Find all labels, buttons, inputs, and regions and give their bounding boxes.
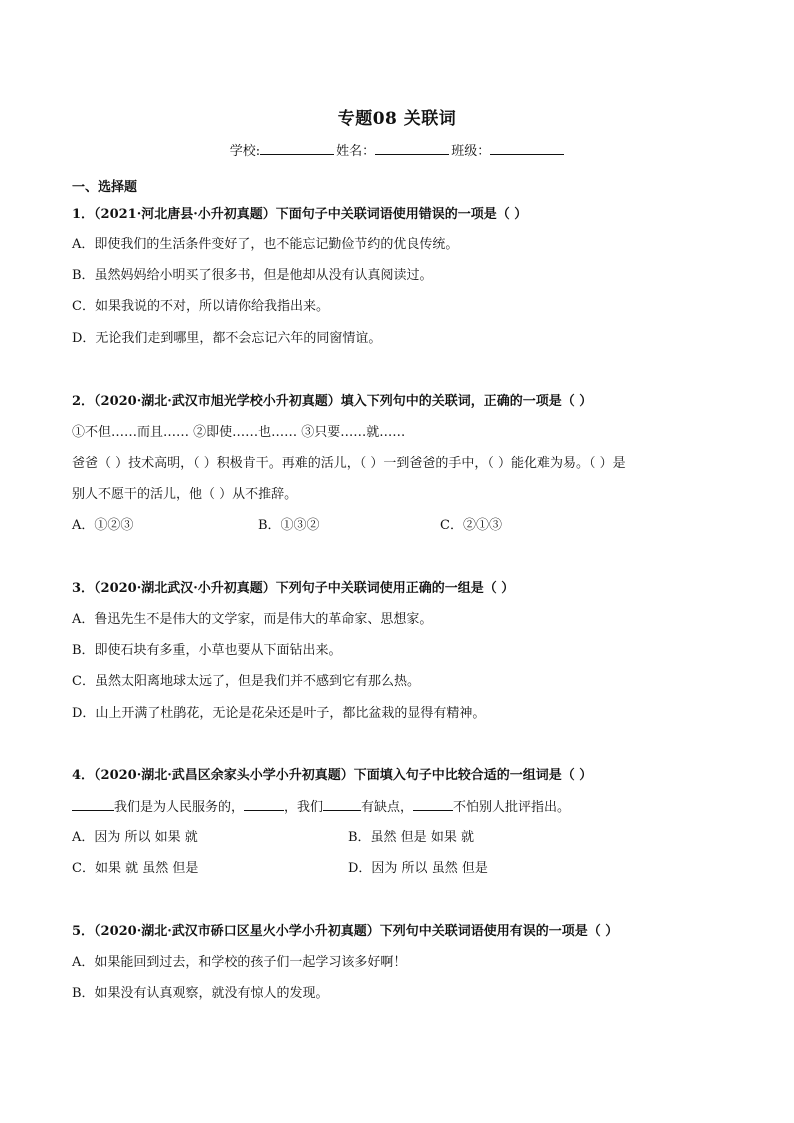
- question-4-text-4: 不怕别人批评指出。: [453, 800, 571, 815]
- question-3-option-b[interactable]: B．即使石块有多重，小草也要从下面钻出来。: [72, 643, 342, 658]
- class-label: 班级：: [451, 144, 491, 159]
- question-5-option-b[interactable]: B．如果没有认真观察，就没有惊人的发现。: [72, 986, 329, 1001]
- question-1-option-a[interactable]: A．即使我们的生活条件变好了，也不能忘记勤俭节约的优良传统。: [72, 237, 459, 252]
- name-label: 姓名：: [336, 144, 376, 159]
- question-4-text-3: 有缺点，: [361, 800, 414, 815]
- name-blank[interactable]: [375, 142, 449, 155]
- question-4-blank-4[interactable]: [413, 798, 453, 811]
- student-info-row: [0, 140, 794, 159]
- question-4-text-2: ，我们: [284, 800, 324, 815]
- question-1-option-d[interactable]: D．无论我们走到哪里，都不会忘记六年的同窗情谊。: [72, 331, 382, 346]
- question-2-passage-line-2: 别人不愿干的活儿，他（ ）从不推辞。: [72, 487, 298, 502]
- class-blank[interactable]: [490, 142, 564, 155]
- question-4-blank-1[interactable]: [72, 798, 114, 811]
- question-4-sentence: [72, 798, 570, 817]
- question-5-option-a[interactable]: A．如果能回到过去，和学校的孩子们一起学习该多好啊！: [72, 955, 407, 970]
- question-3-option-d[interactable]: D．山上开满了杜鹃花，无论是花朵还是叶子，都比盆栽的显得有精神。: [72, 706, 486, 721]
- question-4-option-b[interactable]: B．虽然 但是 如果 就: [348, 830, 474, 845]
- question-1-option-b[interactable]: B．虽然妈妈给小明买了很多书，但是他却从没有认真阅读过。: [72, 268, 433, 283]
- question-4-option-c[interactable]: C．如果 就 虽然 但是: [72, 861, 199, 876]
- question-2-passage-line-1: 爸爸（ ）技术高明，（ ）积极肯干。再难的活儿，（ ）一到爸爸的手中，（ ）能化难为易。（ ）是: [72, 456, 626, 471]
- question-5-stem: 5．（2020·湖北·武汉市硚口区星火小学小升初真题）下列句中关联词语使用有误的一项是（ ）: [72, 924, 619, 939]
- question-4-option-d[interactable]: D．因为 所以 虽然 但是: [348, 861, 488, 876]
- question-3-option-c[interactable]: C．虽然太阳离地球太远了，但是我们并不感到它有那么热。: [72, 674, 420, 689]
- question-2-option-c[interactable]: C．②①③: [440, 518, 502, 533]
- question-2-word-options: ①不但……而且…… ②即使……也…… ③只要……就……: [72, 425, 406, 440]
- school-label: 学校:: [229, 144, 261, 159]
- school-blank[interactable]: [260, 142, 334, 155]
- page-title: 专题08 关联词: [337, 109, 457, 129]
- question-3-option-a[interactable]: A．鲁迅先生不是伟大的文学家，而是伟大的革命家、思想家。: [72, 612, 433, 627]
- question-2-option-a[interactable]: A．①②③: [72, 518, 134, 533]
- question-4-blank-2[interactable]: [244, 798, 284, 811]
- question-2-stem: 2．（2020·湖北·武汉市旭光学校小升初真题）填入下列句中的关联词，正确的一项是（ ）: [72, 394, 593, 409]
- question-4-stem: 4．（2020·湖北·武昌区余家头小学小升初真题）下面填入句子中比较合适的一组词是（ ）: [72, 768, 593, 783]
- question-2-option-b[interactable]: B．①③②: [258, 518, 320, 533]
- question-3-stem: 3．（2020·湖北武汉·小升初真题）下列句子中关联词使用正确的一组是（ ）: [72, 581, 515, 596]
- question-4-option-a[interactable]: A．因为 所以 如果 就: [72, 830, 198, 845]
- question-1-stem: 1．（2021·河北唐县·小升初真题）下面句子中关联词语使用错误的一项是（ ）: [72, 207, 528, 222]
- question-4-blank-3[interactable]: [323, 798, 361, 811]
- question-4-text-1: 我们是为人民服务的，: [114, 800, 245, 815]
- question-1-option-c[interactable]: C．如果我说的不对，所以请你给我指出来。: [72, 299, 329, 314]
- section-heading: 一、选择题: [72, 180, 138, 195]
